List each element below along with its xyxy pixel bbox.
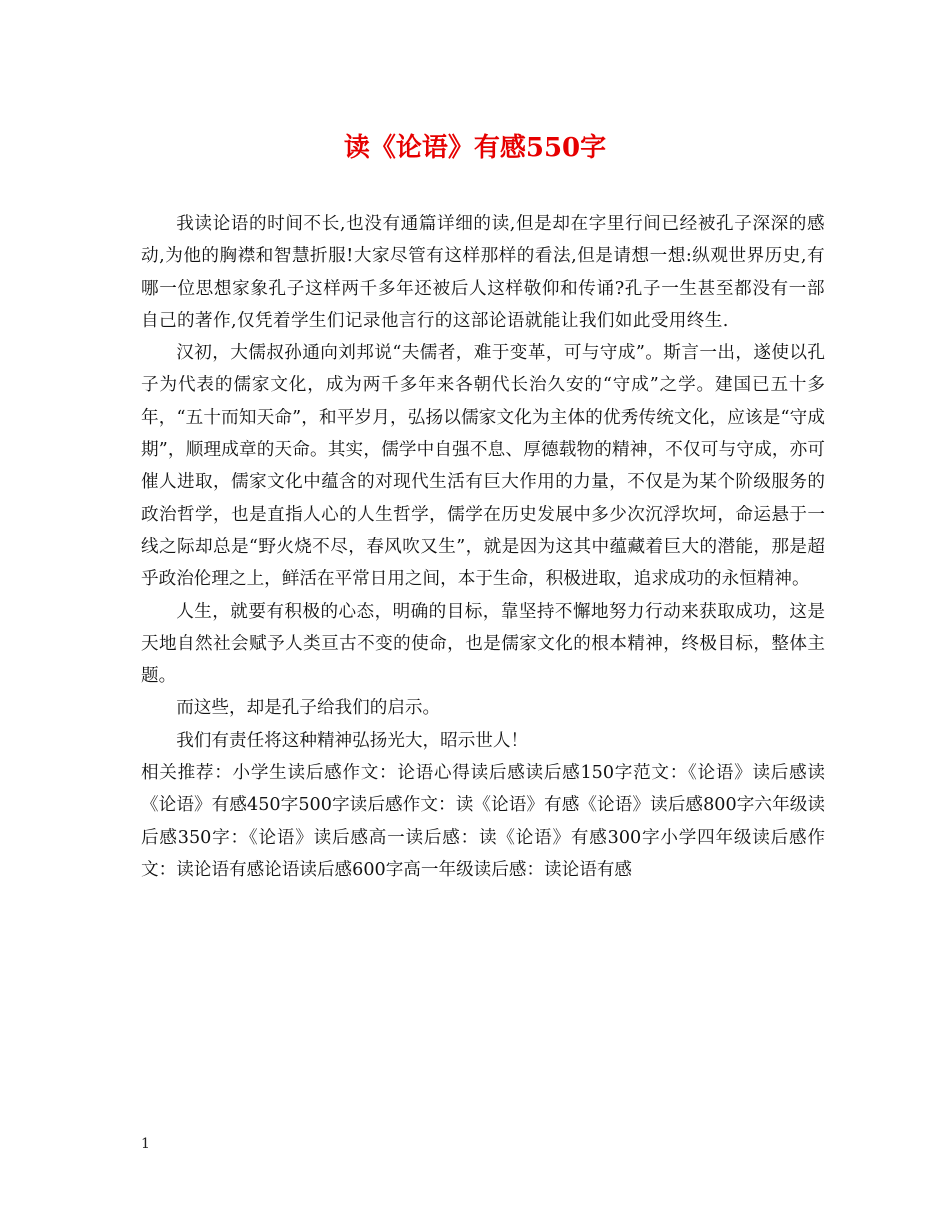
paragraph-4: 而这些，却是孔子给我们的启示。: [176, 698, 441, 719]
document-title: 读《论语》有感550字: [343, 133, 607, 163]
paragraph-1: 我读论语的时间不长,也没有通篇详细的读,但是却在字里行间已经被孔子深深的感动,为他的胸襟和智慧折服!大家尽管有这样那样的看法,但是请想一想:纵观世界历史,有哪一位思想家象孔子这样两千多年还被后人这样敬仰和传诵?孔子一生甚至都没有一部自己的著作,仅凭着学生们记录他言行的这部论语就能让我们如此受用终生.: [141, 214, 825, 331]
paragraph-5: 我们有责任将这种精神弘扬光大，昭示世人！: [176, 730, 529, 751]
page-number: 1: [141, 1136, 150, 1152]
related-recommendations: 相关推荐：小学生读后感作文：论语心得读后感读后感150字范文：《论语》读后感读《论语》有感450字500字读后感作文：读《论语》有感《论语》读后感800字六年级读后感350字：《论语》读后感高一读后感：读《论语》有感300字小学四年级读后感作文：读论语有感论语读后感600字高一年级读后感：读论语有感: [141, 763, 825, 880]
paragraph-3: 人生，就要有积极的心态，明确的目标，靠坚持不懈地努力行动来获取成功，这是天地自然社会赋予人类亘古不变的使命，也是儒家文化的根本精神，终极目标，整体主题。: [141, 601, 825, 687]
document-body: [141, 208, 825, 886]
paragraph-2: 汉初，大儒叔孙通向刘邦说“夫儒者，难于变革，可与守成”。斯言一出，遂使以孔子为代表的儒家文化，成为两千多年来各朝代长治久安的“守成”之学。建国已五十多年，“五十而知天命”，和平岁月，弘扬以儒家文化为主体的优秀传统文化，应该是“守成期”，顺理成章的天命。其实，儒学中自强不息、厚德载物的精神，不仅可与守成，亦可催人进取，儒家文化中蕴含的对现代生活有巨大作用的力量，不仅是为某个阶级服务的政治哲学，也是直指人心的人生哲学，儒学在历史发展中多少次沉浮坎坷，命运悬于一线之际却总是“野火烧不尽，春风吹又生”，就是因为这其中蕴藏着巨大的潜能，那是超乎政治伦理之上，鲜活在平常日用之间，本于生命，积极进取，追求成功的永恒精神。: [141, 343, 825, 590]
